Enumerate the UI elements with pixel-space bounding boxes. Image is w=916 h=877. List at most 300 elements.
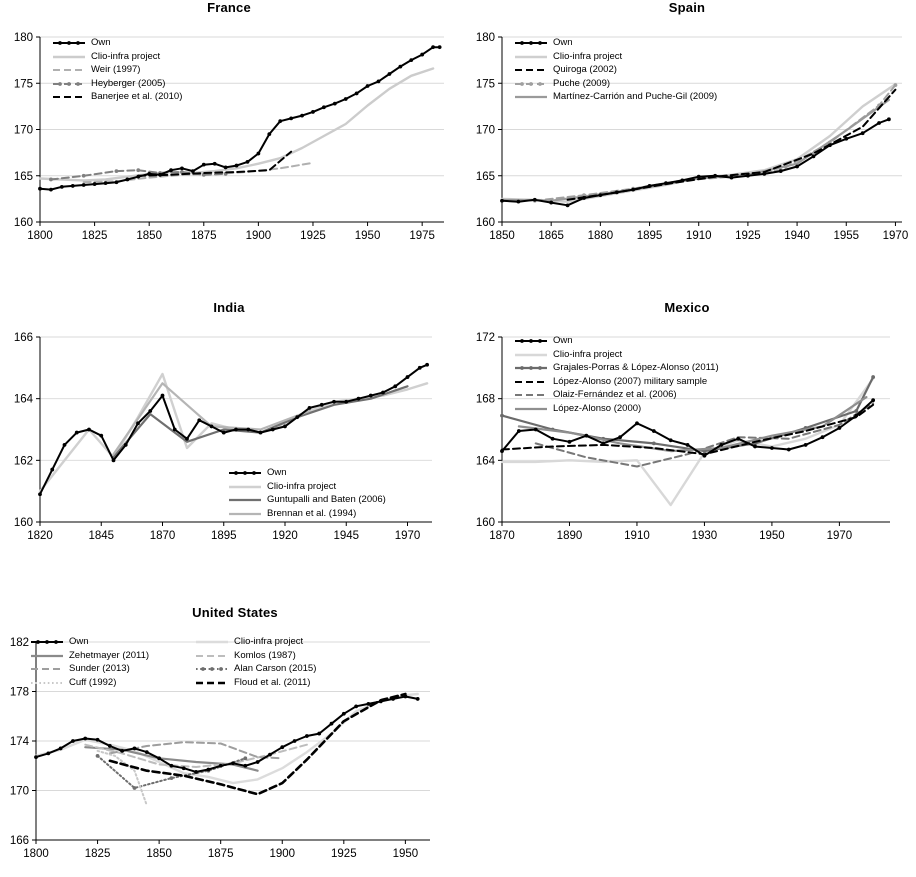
x-tick-label: 1800 [27,230,53,242]
x-tick-label: 1950 [392,848,419,860]
series-marker [332,400,336,404]
legend-swatch [195,651,229,661]
series-marker [59,747,63,751]
legend-item [514,92,717,102]
legend-swatch [228,495,262,505]
series-marker [243,764,247,768]
x-tick-label: 1820 [27,530,53,542]
series-line [502,100,889,201]
series-marker [173,428,177,432]
series-marker [278,119,282,123]
series-marker [354,704,358,708]
series-marker [381,391,385,395]
series-marker [517,429,521,433]
legend-item [514,404,719,414]
legend-swatch [514,404,548,414]
series-marker [618,435,622,439]
series-marker [289,117,293,121]
series-marker [795,165,799,169]
series-marker [871,375,875,379]
x-tick-label: 1970 [394,530,421,542]
legend-label: Clio-infra project [553,50,623,62]
series-marker [271,428,275,432]
series-marker [136,168,140,172]
legend-item [514,336,719,346]
series-marker [719,443,723,447]
series-marker [210,425,214,429]
legend-item [30,637,195,647]
series-marker [330,722,334,726]
chart-panel-spain [458,0,916,255]
legend-swatch [52,52,86,62]
series-marker [96,738,100,742]
series-marker [753,445,757,449]
legend-item [228,468,386,478]
series-marker [124,443,128,447]
y-tick-label: 165 [475,170,495,183]
series-marker [787,448,791,452]
series-marker [283,425,287,429]
series-marker [730,176,734,180]
y-tick-label: 180 [13,32,33,44]
series-marker [112,458,116,462]
legend-label: Clio-infra project [234,636,304,648]
legend-item [514,377,719,387]
x-tick-label: 1925 [331,848,357,860]
series-marker [516,200,520,204]
x-tick-label: 1845 [88,530,115,542]
legend-swatch [514,363,548,373]
series-marker [197,418,201,422]
series-marker [145,750,149,754]
series-marker [133,786,137,790]
x-tick-label: 1975 [409,230,435,242]
y-tick-label: 162 [13,455,33,468]
legend-label: Guntupalli and Baten (2006) [267,494,386,506]
series-marker [182,766,186,770]
legend-swatch [228,468,262,478]
series-marker [305,734,309,738]
legend-label: Brennan et al. (1994) [267,507,357,519]
series-marker [804,443,808,447]
chart-panel-united-states [0,605,470,877]
series-marker [438,45,442,49]
legend-swatch [195,664,229,674]
series-marker [157,756,161,760]
chart-panel-india [0,300,458,555]
legend-item [514,390,719,400]
series-marker [533,198,537,202]
legend-swatch [514,377,548,387]
legend-label: Own [91,37,111,49]
x-tick-label: 1895 [210,530,237,542]
chart-title-spain: Spain [668,0,706,15]
series-marker [568,440,572,444]
legend-swatch [514,350,548,360]
series-marker [821,435,825,439]
series-marker [416,697,420,701]
series-marker [234,428,238,432]
series-marker [75,431,79,435]
series-marker [686,443,690,447]
legend-item [514,79,717,89]
legend-label: Clio-infra project [267,480,337,492]
series-line [36,697,418,772]
y-tick-label: 175 [475,78,495,91]
legend-swatch [514,79,548,89]
y-tick-label: 160 [475,517,495,529]
series-marker [115,169,119,173]
x-tick-label: 1870 [489,530,515,542]
series-marker [71,739,75,743]
series-marker [406,375,410,379]
series-marker [96,754,100,758]
x-tick-label: 1880 [587,230,614,242]
series-marker [246,428,250,432]
y-tick-label: 178 [9,686,29,699]
series-marker [393,384,397,388]
series-marker [256,760,260,764]
x-tick-label: 1950 [354,230,381,242]
series-marker [224,166,228,170]
legend-swatch [514,52,548,62]
series-marker [308,406,312,410]
series-marker [63,443,67,447]
series-marker [357,397,361,401]
series-marker [584,434,588,438]
series-marker [206,768,210,772]
series-marker [108,744,112,748]
chart-legend-spain [514,38,717,106]
chart-title-france: France [207,0,251,15]
series-marker [322,105,326,109]
legend-item [30,678,195,688]
series-marker [38,187,42,191]
series-marker [170,776,174,780]
x-tick-label: 1850 [146,848,172,860]
series-marker [342,712,346,716]
x-tick-label: 1800 [23,848,49,860]
series-marker [431,45,435,49]
legend-item [514,363,719,373]
legend-item [52,79,182,89]
series-marker [50,468,54,472]
legend-label: Heyberger (2005) [91,77,166,89]
x-tick-label: 1940 [784,230,810,242]
chart-legend-france [52,38,182,106]
series-marker [235,164,239,168]
series-marker [333,102,337,106]
series-marker [409,58,413,62]
series-marker [46,751,50,755]
series-marker [320,403,324,407]
series-marker [180,166,184,170]
series-marker [125,178,129,182]
series-marker [812,154,816,158]
series-marker [377,80,381,84]
legend-label: Weir (1997) [91,64,141,76]
legend-swatch [228,482,262,492]
series-marker [369,394,373,398]
series-marker [49,188,53,192]
legend-item [514,52,717,62]
series-marker [551,437,555,441]
series-marker [38,492,42,496]
y-tick-label: 164 [13,393,33,406]
chart-legend-india [228,468,386,522]
series-marker [652,441,656,445]
series-marker [418,366,422,370]
legend-swatch [514,38,548,48]
x-tick-label: 1925 [300,230,326,242]
legend-label: López-Alonso (2007) military sample [553,375,708,387]
series-marker [82,183,86,187]
series-marker [887,117,891,121]
x-tick-label: 1930 [691,530,718,542]
series-marker [83,737,87,741]
series-marker [295,415,299,419]
legend-item [195,678,360,688]
x-tick-label: 1850 [136,230,162,242]
legend-item [30,651,195,661]
series-marker [87,428,91,432]
series-marker [500,199,504,203]
series-line [502,119,889,205]
legend-label: Komlos (1987) [234,649,296,661]
y-tick-label: 168 [475,393,495,406]
legend-swatch [514,336,548,346]
legend-item [30,664,195,674]
series-marker [549,201,553,205]
series-marker [837,426,841,430]
series-marker [267,132,271,136]
series-marker [194,770,198,774]
x-tick-label: 1875 [190,230,217,242]
series-marker [246,160,250,164]
legend-item [514,350,719,360]
legend-label: Own [69,636,89,648]
legend-swatch [52,92,86,102]
legend-swatch [228,509,262,519]
series-marker [202,163,206,167]
x-tick-label: 1910 [624,530,650,542]
y-tick-label: 160 [13,217,33,229]
legend-label: López-Alonso (2000) [553,402,642,414]
legend-swatch [52,65,86,75]
series-marker [861,131,865,135]
legend-item [514,38,717,48]
series-marker [243,756,247,760]
x-tick-label: 1920 [272,530,298,542]
chart-title-united-states: United States [192,605,278,620]
series-marker [60,185,64,189]
series-marker [779,169,783,173]
series-marker [268,753,272,757]
legend-swatch [514,390,548,400]
x-tick-label: 1950 [759,530,785,542]
legend-item [514,65,717,75]
series-marker [185,437,189,441]
legend-label: Alan Carson (2015) [234,663,317,675]
y-tick-label: 160 [475,217,495,229]
legend-swatch [514,65,548,75]
x-tick-label: 1825 [84,848,111,860]
series-marker [366,84,370,88]
legend-item [228,482,386,492]
x-tick-label: 1875 [207,848,234,860]
series-marker [388,72,392,76]
series-marker [425,363,429,367]
legend-item [52,52,182,62]
legend-swatch [195,678,229,688]
series-marker [99,434,103,438]
legend-label: Banerjee et al. (2010) [91,91,183,103]
legend-label: Sunder (2013) [69,663,130,675]
series-marker [500,414,504,418]
legend-swatch [30,637,64,647]
legend-label: Puche (2009) [553,77,611,89]
x-tick-label: 1945 [333,530,360,542]
series-marker [566,203,570,207]
y-tick-label: 180 [475,32,495,44]
x-tick-label: 1870 [149,530,176,542]
legend-item [195,651,360,661]
x-tick-label: 1865 [538,230,564,242]
x-tick-label: 1970 [882,230,909,242]
series-marker [877,121,881,125]
series-marker [191,169,195,173]
series-marker [136,421,140,425]
legend-swatch [52,38,86,48]
chart-panel-france [0,0,458,255]
y-tick-label: 166 [13,332,33,344]
legend-label: Martínez-Carrión and Puche-Gil (2009) [553,91,718,103]
legend-swatch [52,79,86,89]
x-tick-label: 1890 [556,530,583,542]
legend-item [52,65,182,75]
chart-legend-mexico [514,336,719,417]
series-marker [317,732,321,736]
y-tick-label: 170 [475,124,495,137]
chart-title-india: India [213,300,245,315]
series-marker [534,428,538,432]
series-marker [170,764,174,768]
y-tick-label: 172 [475,332,495,344]
legend-swatch [195,637,229,647]
series-marker [652,429,656,433]
series-marker [256,152,260,156]
series-marker [398,65,402,69]
legend-label: Grajales-Porras & López-Alonso (2011) [553,362,719,374]
series-marker [259,431,263,435]
series-marker [770,446,774,450]
series-marker [311,110,315,114]
y-tick-label: 175 [13,78,33,91]
series-line [568,90,896,200]
y-tick-label: 160 [13,517,33,529]
x-tick-label: 1900 [245,230,272,242]
series-marker [93,182,97,186]
series-marker [82,174,86,178]
y-tick-label: 174 [9,736,29,748]
chart-title-mexico: Mexico [664,300,710,315]
legend-label: Olaiz-Fernández et al. (2006) [553,389,677,401]
legend-label: Own [553,335,573,347]
series-marker [293,739,297,743]
series-marker [344,97,348,101]
series-marker [213,162,217,166]
legend-label: Quiroga (2002) [553,64,617,76]
series-marker [133,747,137,751]
legend-swatch [30,651,64,661]
legend-swatch [30,678,64,688]
y-tick-label: 164 [475,455,495,468]
legend-item [228,495,386,505]
series-marker [161,394,165,398]
series-marker [635,421,639,425]
series-marker [104,181,108,185]
series-marker [222,431,226,435]
series-marker [669,438,673,442]
legend-label: Zehetmayer (2011) [69,649,150,661]
legend-label: Own [553,37,573,49]
series-marker [231,761,235,765]
series-marker [120,749,124,753]
x-tick-label: 1850 [489,230,515,242]
legend-label: Cuff (1992) [69,676,117,688]
x-tick-label: 1910 [685,230,712,242]
y-tick-label: 170 [13,124,33,137]
legend-swatch [30,664,64,674]
series-marker [71,184,75,188]
legend-label: Clio-infra project [553,348,623,360]
legend-item [195,664,360,674]
series-marker [355,92,359,96]
y-tick-label: 170 [9,785,29,798]
legend-label: Floud et al. (2011) [234,676,311,688]
x-tick-label: 1900 [269,848,296,860]
series-marker [34,755,38,759]
series-marker [280,745,284,749]
series-marker [115,180,119,184]
x-tick-label: 1895 [636,230,663,242]
chart-legend-united-states [30,637,360,691]
x-tick-label: 1825 [81,230,108,242]
y-tick-label: 182 [9,637,29,649]
y-tick-label: 166 [9,835,29,847]
legend-label: Own [267,467,287,479]
series-marker [736,437,740,441]
y-tick-label: 165 [13,170,33,183]
series-marker [219,764,223,768]
series-marker [420,53,424,57]
legend-swatch [514,92,548,102]
series-marker [871,398,875,402]
legend-item [52,92,182,102]
series-marker [344,400,348,404]
legend-item [52,38,182,48]
x-tick-label: 1925 [735,230,761,242]
series-marker [148,409,152,413]
legend-label: Clio-infra project [91,50,161,62]
legend-item [228,509,386,519]
x-tick-label: 1970 [826,530,853,542]
x-tick-label: 1955 [833,230,860,242]
series-marker [49,178,53,182]
series-marker [300,114,304,118]
series-marker [169,168,173,172]
series-marker [894,83,898,87]
